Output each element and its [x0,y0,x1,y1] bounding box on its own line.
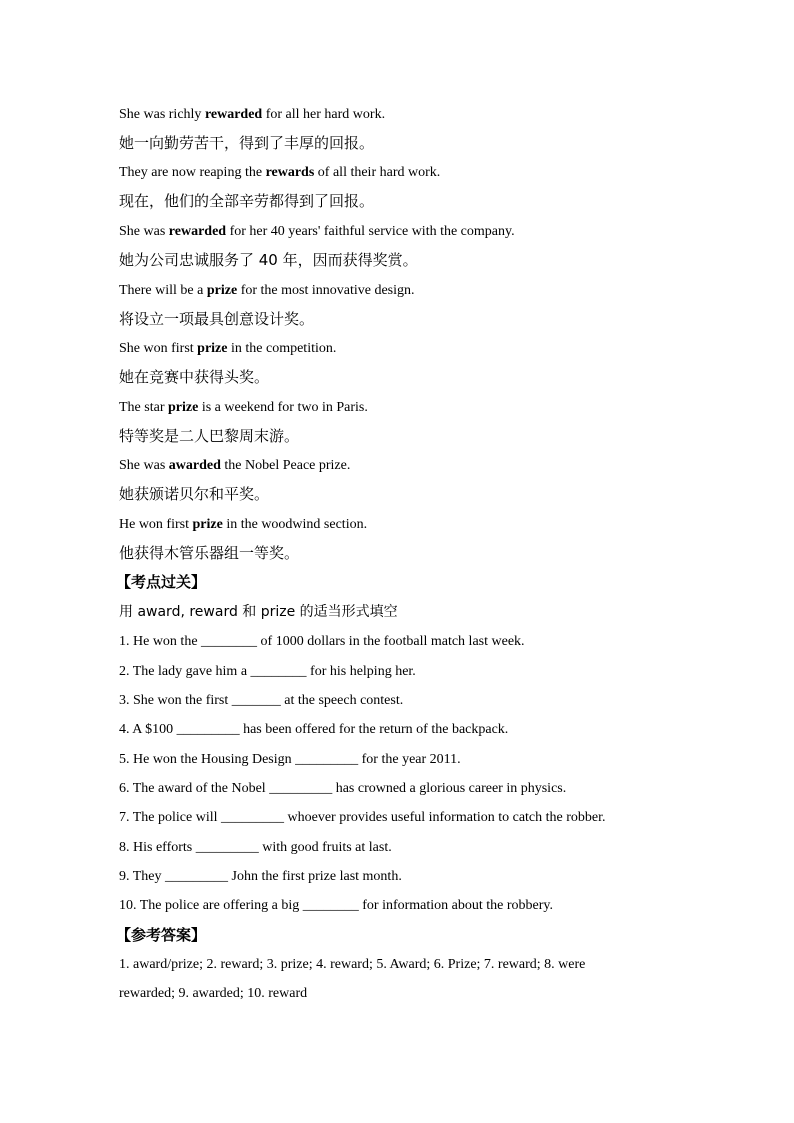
example-en-7: She was awarded the Nobel Peace prize. [119,458,351,473]
practice-item-8: 8. His efforts _________ with good fruits at last. [119,840,392,855]
example-en-3: She was rewarded for her 40 years' faithful service with the company. [119,224,515,239]
example-zh-3: 她为公司忠诚服务了 40 年，因而获得奖赏。 [119,251,418,269]
example-zh-5: 她在竞赛中获得头奖。 [119,368,270,386]
example-en-8: He won first prize in the woodwind section. [119,517,368,532]
practice-item-5: 5. He won the Housing Design _________ for the year 2011. [119,752,461,767]
practice-item-10: 10. The police are offering a big ________ for information about the robbery. [119,898,554,913]
practice-item-6: 6. The award of the Nobel _________ has crowned a glorious career in physics. [119,781,567,796]
example-en-5: She won first prize in the competition. [119,341,337,356]
example-en-6: The star prize is a weekend for two in Paris. [119,400,368,415]
practice-item-2: 2. The lady gave him a ________ for his helping her. [119,664,416,679]
example-zh-4: 将设立一项最具创意设计奖。 [119,310,315,328]
example-zh-2: 现在，他们的全部辛劳都得到了回报。 [119,192,375,210]
example-en-1: She was richly rewarded for all her hard work. [119,107,386,122]
answers-heading: 【参考答案】 [116,926,207,944]
practice-item-9: 9. They _________ John the first prize last month. [119,869,402,884]
example-zh-8: 他获得木管乐器组一等奖。 [119,544,300,562]
practice-item-1: 1. He won the ________ of 1000 dollars in the football match last week. [119,634,525,649]
example-en-4: There will be a prize for the most innovative design. [119,283,415,298]
example-zh-7: 她获颁诺贝尔和平奖。 [119,485,270,503]
answers-line-1: 1. award/prize; 2. reward; 3. prize; 4. reward; 5. Award; 6. Prize; 7. reward; 8. were [119,957,586,972]
practice-item-4: 4. A $100 _________ has been offered for the return of the backpack. [119,722,509,737]
example-zh-6: 特等奖是二人巴黎周末游。 [119,427,300,445]
practice-instruction: 用 award, reward 和 prize 的适当形式填空 [119,604,398,620]
example-en-2: They are now reaping the rewards of all their hard work. [119,165,441,180]
practice-item-3: 3. She won the first _______ at the speech contest. [119,693,404,708]
example-zh-1: 她一向勤劳苦干，得到了丰厚的回报。 [119,134,375,152]
answers-line-2: rewarded; 9. awarded; 10. reward [119,986,308,1001]
practice-item-7: 7. The police will _________ whoever provides useful information to catch the robber. [119,810,606,825]
practice-heading: 【考点过关】 [116,573,207,591]
